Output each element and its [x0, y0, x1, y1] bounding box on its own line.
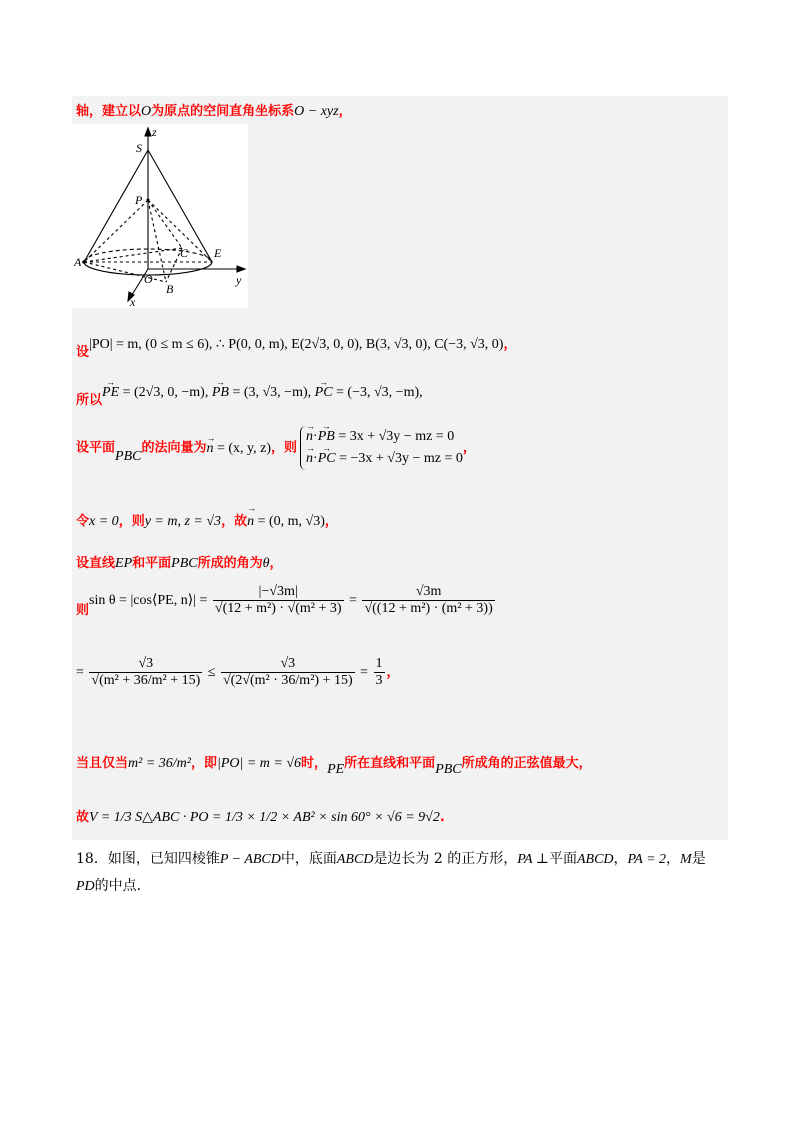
text: 设平面: [76, 440, 116, 456]
text: 和平面: [132, 556, 172, 571]
math-coordinates: |PO| = m, (0 ≤ m ≤ 6), ∴ P(0, 0, m), E(2√3, 0, 0), B(3, √3, 0), C(−3, √3, 0): [89, 337, 504, 352]
text: ，即: [190, 756, 217, 771]
text: ，: [324, 514, 338, 529]
text: 时，: [301, 756, 328, 771]
math: sin θ = |cos⟨PE, n⟩| =: [89, 593, 211, 608]
text: ，: [338, 104, 352, 119]
fraction: $\frac{√3m}{\text{√((12 + m²) · (m² + 3))}}$: [364, 584, 493, 616]
text: 所成的角为: [197, 556, 263, 571]
line-inequality: [76, 656, 400, 689]
line-axis-setup: [76, 100, 352, 120]
label-S: S: [136, 141, 142, 155]
vector-n: → n: [247, 514, 254, 530]
math: m² = 36/m²: [128, 756, 191, 771]
label-A: A: [74, 255, 82, 269]
math: = (0, m, √3): [254, 514, 325, 529]
vector-n: → n: [206, 439, 213, 459]
math: =: [345, 593, 361, 608]
fraction: $\frac{√3}{\text{√(m² + 36/m² + 15)}}$: [91, 656, 201, 688]
text: 令: [76, 514, 90, 529]
math: = (3, √3, −m),: [228, 385, 315, 400]
text: 则: [284, 440, 298, 456]
text: 当且仅当: [76, 756, 129, 771]
text: 则: [76, 603, 90, 618]
label-C: C: [180, 246, 189, 260]
math-plane: PBC: [115, 448, 142, 464]
math: = (−3, √3, −m),: [332, 385, 423, 400]
line-angle-definition: [76, 552, 283, 572]
text: 所以: [76, 393, 103, 408]
math-plane: PBC: [171, 556, 198, 571]
math-origin: O: [141, 104, 152, 119]
math: x = 0: [89, 514, 119, 529]
text: ，: [269, 556, 283, 571]
math-line: EP: [115, 556, 133, 571]
label-z: z: [152, 125, 157, 139]
line-normal-vector: [76, 426, 476, 470]
question-number: 18．: [76, 851, 108, 867]
vector-PC: → PC: [315, 378, 333, 408]
label-O: O: [144, 272, 153, 286]
math-plane: PBC: [435, 762, 462, 777]
label-E: E: [214, 246, 222, 260]
text: 轴，建立以: [76, 104, 142, 119]
math: ≤: [204, 665, 219, 680]
vector-PE: → PE: [102, 378, 119, 408]
line-equality-condition: [76, 752, 592, 777]
text: 设直线: [76, 556, 116, 571]
text: 所成角的正弦值最大，: [461, 756, 592, 771]
math: y = m, z = √3: [144, 514, 222, 529]
label-B: B: [166, 282, 174, 296]
text: 为原点的空间直角坐标系: [151, 104, 295, 119]
label-y: y: [236, 273, 242, 287]
equation-system: → n·→ PB = 3x + √3y − mz = 0 → n·→ PC = −3x + √3y − mz = 0: [300, 426, 463, 470]
cone-diagram: [72, 124, 248, 308]
label-x: x: [130, 295, 136, 308]
math-volume: V = 1/3 S△ABC · PO = 1/3 × 1/2 × AB² × sin 60° × √6 = 9√2: [89, 810, 440, 825]
line-sine-formula: [76, 584, 497, 617]
fraction: $\frac{1}{3}$: [375, 656, 383, 688]
math: =: [356, 665, 372, 680]
text: .: [439, 810, 445, 825]
text: 设: [76, 345, 90, 360]
math-coordinate-system: O − xyz: [294, 104, 339, 119]
vector-PB: → PB: [212, 378, 229, 408]
text: ，: [271, 440, 285, 456]
cone-figure: [72, 124, 248, 308]
math: |PO| = m = √6: [216, 756, 302, 771]
line-volume-result: [76, 806, 445, 826]
text: ，: [386, 665, 400, 680]
question-18: 18．如图，已知四棱锥P − ABCD中，底面ABCD是边长为 2 的正方形，PA ⊥平面ABCD，PA = 2，M是 PD的中点．: [76, 851, 706, 894]
text: 所在直线和平面: [344, 756, 436, 771]
line-let-x-zero: [76, 510, 338, 530]
y-axis-arrow: [237, 266, 245, 272]
fraction: $\frac{|-√3m|}{\text{√(12 + m²) · √(m² + 3)}}$: [214, 584, 342, 616]
z-axis-arrow: [145, 128, 151, 136]
text: ，: [503, 337, 517, 352]
math: = (2√3, 0, −m),: [119, 385, 212, 400]
math-theta: θ: [262, 556, 270, 571]
text: ，故: [221, 514, 248, 529]
text: ，: [462, 440, 476, 456]
math: = (x, y, z): [213, 440, 272, 456]
text: 的法向量为: [141, 440, 207, 456]
math-line: PE: [327, 762, 345, 777]
fraction: $\frac{√3}{\text{√(2√(m² · 36/m²) + 15)}}$: [222, 656, 353, 688]
line-vectors: [76, 378, 423, 408]
text: ，则: [118, 514, 145, 529]
math: =: [76, 665, 88, 680]
text: 故: [76, 810, 90, 825]
line-point-coordinates: [76, 330, 516, 360]
label-P: P: [135, 193, 143, 207]
